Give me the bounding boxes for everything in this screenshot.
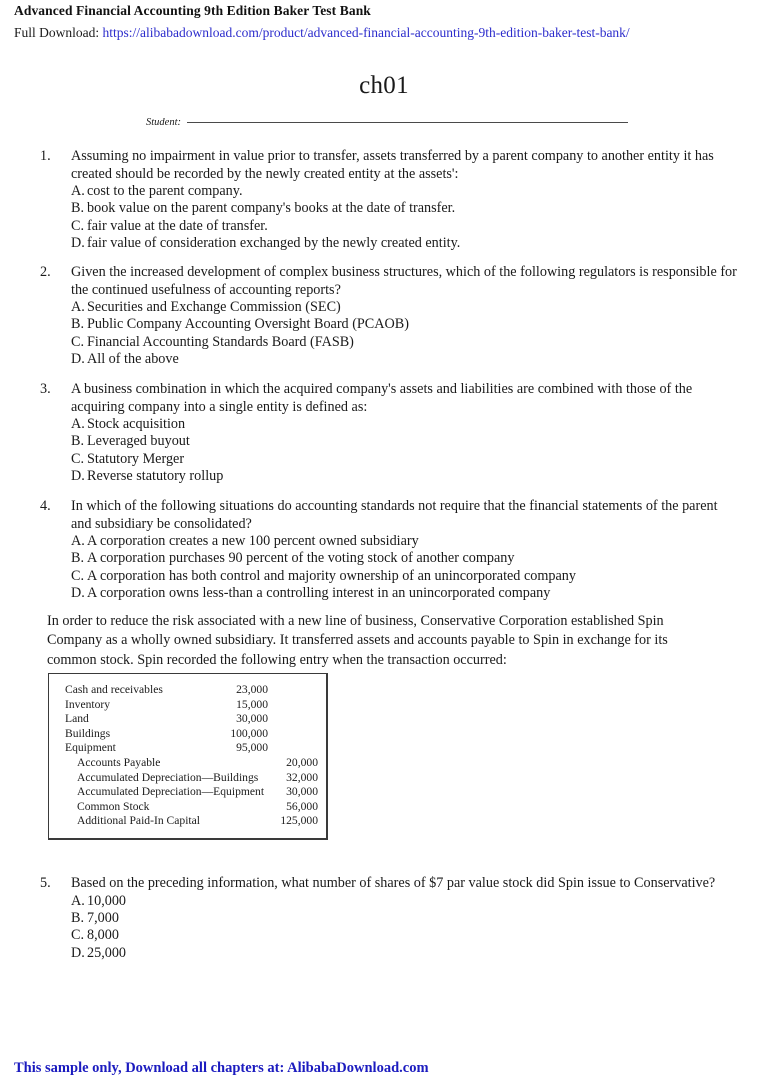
account-name: Equipment [65, 741, 116, 755]
choice-text: fair value at the date of transfer. [87, 217, 268, 234]
account-name: Additional Paid-In Capital [77, 814, 201, 828]
question-heading [40, 875, 740, 893]
choice-option[interactable] [71, 416, 740, 433]
choice-text: A corporation owns less-than a controlling interest in an unincorporated company [87, 585, 551, 602]
account-name: Common Stock [77, 799, 150, 813]
question-stem: In which of the following situations do accounting standards not require that the financial statements of the parent and subsidiary be consolidated? [71, 498, 718, 532]
download-url-link[interactable]: https://alibabadownload.com/product/advanced-financial-accounting-9th-edition-baker-test-bank/ [102, 25, 630, 40]
book-title: Advanced Financial Accounting 9th Edition Baker Test Bank [14, 3, 371, 18]
table-row [55, 698, 318, 713]
table-row [55, 771, 318, 786]
choice-list [71, 893, 740, 963]
credit-amount: 56,000 [286, 799, 318, 813]
table-row [55, 800, 318, 815]
table-row [55, 727, 318, 742]
choice-letter: D. [71, 235, 85, 252]
credit-amount: 20,000 [286, 755, 318, 769]
student-name-row [146, 117, 628, 128]
choice-text: All of the above [87, 351, 179, 368]
table-row [55, 741, 318, 756]
choice-text: 7,000 [87, 909, 119, 926]
question-heading [40, 148, 740, 183]
account-name: Accumulated Depreciation—Buildings [77, 770, 259, 784]
choice-list [71, 533, 740, 603]
choice-letter: C. [71, 450, 85, 467]
student-label: Student: [146, 117, 181, 128]
choice-option[interactable] [71, 533, 740, 550]
question-item [40, 148, 740, 253]
question-heading [40, 381, 740, 416]
choice-letter: A. [71, 892, 85, 909]
choice-option[interactable] [71, 183, 740, 200]
choice-option[interactable] [71, 568, 740, 585]
question-number: 2. [40, 264, 51, 280]
choice-letter: B. [71, 433, 85, 450]
choice-letter: B. [71, 316, 85, 333]
choice-option[interactable] [71, 218, 740, 235]
question-stem: A business combination in which the acquired company's assets and liabilities are combined with those of the acquiring company into a single entity is defined as: [71, 381, 693, 415]
choice-list [71, 183, 740, 253]
choice-letter: B. [71, 909, 85, 926]
question-heading [40, 498, 740, 533]
choice-list [71, 299, 740, 369]
choice-letter: A. [71, 416, 85, 432]
choice-option[interactable] [71, 316, 740, 333]
question-stem: Based on the preceding information, what number of shares of $7 par value stock did Spin issue to Conservative? [71, 875, 716, 891]
choice-letter: B. [71, 200, 85, 217]
account-name: Land [65, 712, 89, 726]
debit-amount: 100,000 [230, 726, 268, 740]
credit-amount: 32,000 [286, 770, 318, 784]
choice-text: Financial Accounting Standards Board (FASB) [87, 333, 354, 350]
choice-text: Securities and Exchange Commission (SEC) [87, 299, 341, 315]
choice-letter: C. [71, 333, 85, 350]
choice-option[interactable] [71, 927, 740, 944]
choice-letter: D. [71, 944, 85, 961]
debit-amount: 30,000 [236, 712, 268, 726]
choice-option[interactable] [71, 945, 740, 962]
account-name: Buildings [65, 726, 111, 740]
table-row [55, 712, 318, 727]
choice-text: Leveraged buyout [87, 433, 190, 450]
journal-entry-table [48, 673, 328, 840]
debit-amount: 15,000 [236, 697, 268, 711]
choice-option[interactable] [71, 299, 740, 316]
question-stem: Assuming no impairment in value prior to transfer, assets transferred by a parent company to another entity it has created should be recorded by the newly created entity at the assets': [71, 148, 714, 182]
choice-option[interactable] [71, 433, 740, 450]
choice-option[interactable] [71, 468, 740, 485]
choice-text: fair value of consideration exchanged by the newly created entity. [87, 235, 461, 252]
choice-option[interactable] [71, 451, 740, 468]
choice-letter: A. [71, 533, 85, 549]
choice-letter: D. [71, 585, 85, 602]
choice-text: Public Company Accounting Oversight Board (PCAOB) [87, 316, 409, 333]
student-name-blank[interactable] [187, 121, 628, 123]
choice-text: Stock acquisition [87, 416, 186, 432]
case-narrative: In order to reduce the risk associated with a new line of business, Conservative Corporation established Spin Company as a wholly owned subsidiary. It transferred assets and accounts payable to Spin in exchange for its common stock. Spin recorded the following entry when the transaction occurred: [47, 613, 668, 668]
question-number: 3. [40, 381, 51, 397]
choice-text: A corporation purchases 90 percent of the voting stock of another company [87, 550, 515, 567]
choice-text: Statutory Merger [87, 450, 185, 467]
question-number: 4. [40, 498, 51, 514]
table-row [55, 785, 318, 800]
choice-letter: A. [71, 299, 85, 315]
debit-amount: 95,000 [236, 741, 268, 755]
account-name: Accounts Payable [77, 755, 161, 769]
table-row [55, 814, 318, 829]
choice-text: cost to the parent company. [87, 183, 243, 199]
full-download-label: Full Download: [14, 25, 100, 40]
choice-option[interactable] [71, 550, 740, 567]
question-number: 1. [40, 148, 51, 164]
choice-letter: C. [71, 567, 85, 584]
question-item [40, 264, 740, 369]
choice-option[interactable] [71, 910, 740, 927]
choice-option[interactable] [71, 200, 740, 217]
page-title: ch01 [359, 72, 409, 99]
question-stem: Given the increased development of complex business structures, which of the following regulators is responsible for the continued usefulness of accounting reports? [71, 264, 737, 298]
choice-letter: C. [71, 927, 85, 944]
question-number: 5. [40, 875, 51, 891]
choice-list [71, 416, 740, 486]
question-item [40, 875, 740, 962]
table-row [55, 756, 318, 771]
choice-option[interactable] [71, 235, 740, 252]
account-name: Inventory [65, 697, 111, 711]
choice-text: book value on the parent company's books at the date of transfer. [87, 200, 456, 217]
choice-option[interactable] [71, 351, 740, 368]
choice-letter: D. [71, 351, 85, 368]
credit-amount: 125,000 [280, 814, 318, 828]
table-row [55, 683, 318, 698]
choice-letter: C. [71, 217, 85, 234]
question-heading [40, 264, 740, 299]
question-item [40, 498, 740, 603]
sample-footer-link[interactable]: This sample only, Download all chapters at: AlibabaDownload.com [14, 1060, 429, 1076]
choice-option[interactable] [71, 334, 740, 351]
full-download-line [14, 25, 630, 41]
question-item [40, 381, 740, 486]
choice-text: Reverse statutory rollup [87, 468, 224, 485]
choice-letter: D. [71, 468, 85, 485]
credit-amount: 30,000 [286, 785, 318, 799]
choice-letter: B. [71, 550, 85, 567]
account-name: Cash and receivables [65, 683, 163, 696]
choice-text: 10,000 [87, 892, 127, 909]
debit-amount: 23,000 [236, 683, 268, 696]
choice-text: A corporation creates a new 100 percent owned subsidiary [87, 533, 419, 549]
choice-text: A corporation has both control and majority ownership of an unincorporated company [87, 567, 576, 584]
choice-option[interactable] [71, 893, 740, 910]
choice-text: 25,000 [87, 944, 127, 961]
choice-text: 8,000 [87, 927, 119, 944]
choice-letter: A. [71, 183, 85, 199]
choice-option[interactable] [71, 585, 740, 602]
account-name: Accumulated Depreciation—Equipment [77, 785, 265, 799]
